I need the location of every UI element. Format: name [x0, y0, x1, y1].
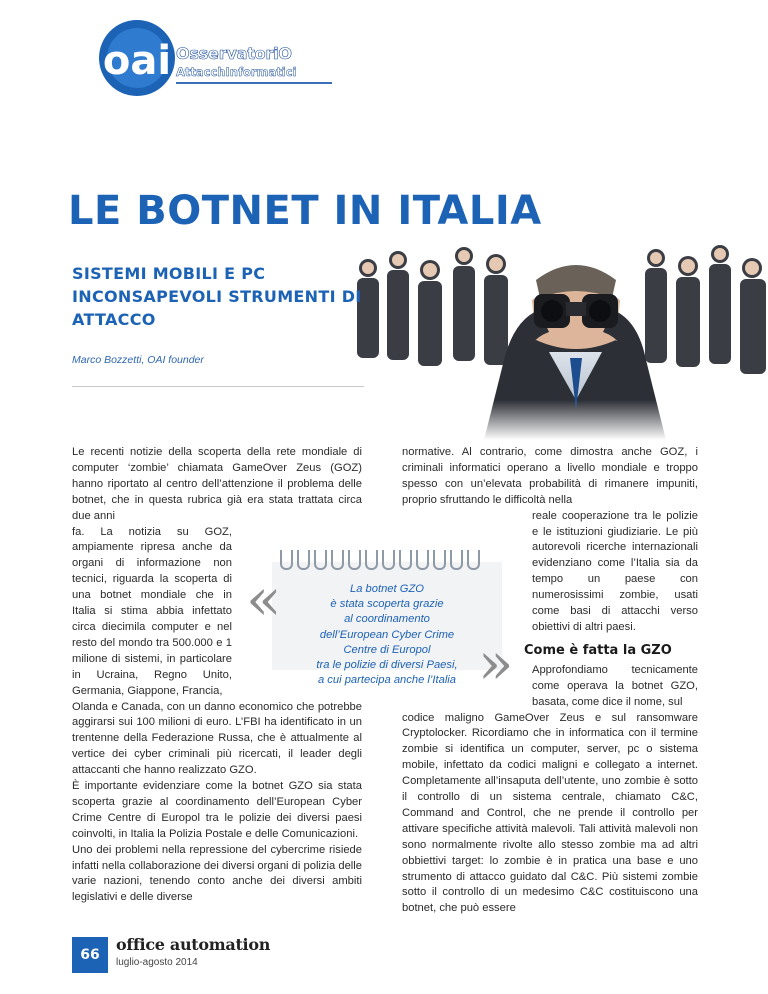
magazine-name: office automation [116, 935, 271, 954]
pull-quote-line: dell’European Cyber Crime [319, 628, 455, 641]
notepad-rings [280, 550, 480, 572]
section-heading: Come è fatta la GZO [524, 642, 672, 658]
paragraph: reale cooperazione tra le polizie e le istituzioni giudiziarie. Le più autorevoli ricerche internazionali evidenziano come l’Italia sia da tempo un paese con numerosissimi zombie, usati come basi di attacchi verso obiettivi di altri paesi. [532, 509, 698, 633]
author-byline: Marco Bozzetti, OAI founder [72, 354, 204, 366]
page-number: 66 [72, 937, 108, 973]
article-photo [354, 240, 768, 440]
issue-date: luglio-agosto 2014 [116, 957, 198, 968]
logo-subtitle: AttacchInformatici [176, 65, 297, 79]
pull-quote-line: al coordinamento [344, 613, 430, 626]
logo-underline [176, 82, 332, 84]
paragraph: Approfondiamo tecnicamente come operava la botnet GZO, basata, come dice il nome, sul [532, 663, 698, 708]
close-quote-icon: » [478, 629, 514, 697]
paragraph: Olanda e Canada, con un danno economico che potrebbe aggirarsi sui 100 milioni di euro. L’FBI ha identificato in un trentenne della Federazione Russa, che è attualmente al vertice dei cyber criminali più ricercati, il leader degli attaccanti che hanno realizzato GZO. [72, 700, 362, 777]
logo-name: OsservatoriO [176, 44, 292, 63]
article-title: LE BOTNET IN ITALIA [68, 188, 542, 234]
paragraph: normative. Al contrario, come dimostra anche GOZ, i criminali informatici operano a livello mondiale e troppo spesso con un’elevata probabilità di rimanere impuniti, proprio sfruttando le difficoltà nella [402, 446, 698, 506]
pull-quote-line: La botnet GZO [349, 583, 424, 595]
pull-quote-line: è stata scoperta grazie [330, 598, 444, 611]
logo-mark-text: oai [102, 38, 172, 84]
pull-quote-line: Centre di Europol [343, 643, 431, 656]
byline-divider [72, 386, 364, 387]
pull-quote [246, 550, 518, 697]
pull-quote-line: tra le polizie di diversi Paesi, [316, 659, 458, 672]
paragraph: Le recenti notizie della scoperta della rete mondiale di computer ‘zombie’ chiamata GameOver Zeus (GOZ) hanno riportato al centro dell’attenzione il problema delle botnet, che in questa rubrica già era stata trattata circa due anni [72, 446, 362, 522]
paragraph: Uno dei problemi nella repressione del cybercrime risiede infatti nella collaborazione dei diversi organi di polizia delle varie nazioni, tenendo conto anche dei diversi ambiti legislativi e delle diverse [72, 843, 362, 904]
publication-logo [96, 18, 336, 98]
paragraph: È importante evidenziare come la botnet GZO sia stata scoperta grazie al coordinamento dell’European Cyber Crime Centre di Europol tra le polizie dei diversi paesi coinvolti, in Italia la Polizia Postale e delle Comunicazioni. [72, 780, 362, 840]
oai-logo-mark [96, 18, 178, 98]
paragraph: fa. La notizia su GOZ, ampiamente ripresa anche da organi di informazione non tecnici, riguarda la scoperta di una botnet mondiale che in Italia si stima abbia infettato circa diecimila computer e nel resto del mondo tra 500.000 e 1 milione di sistemi, in particolare in Ucraina, Regno Unito, Germania, Giappone, Francia, [72, 525, 232, 697]
open-quote-icon: « [246, 565, 282, 633]
paragraph: codice maligno GameOver Zeus e sul ransomware Cryptolocker. Ricordiamo che in informatica con il termine zombie si identifica un computer, server, pc o sistema mobile, infettato da codici maligni e collegato a internet. Completamente all’insaputa dell’utente, uno zombie è sotto il controllo di un sistema centrale, chiamato C&C, Command and Control, che ne prende il controllo per attivare specifiche attività malevoli. Tali attività malevoli non sono normalmente rivolte allo stesso zombie ma ad altri obbiettivi target: lo zombie è in pratica una base e uno strumento di attacco guidato dal C&C. Più sistemi zombie sotto il controllo di un medesimo C&C costituiscono una botnet, che può essere [402, 711, 698, 915]
article-subtitle: SISTEMI MOBILI E PC INCONSAPEVOLI STRUMENTI DI ATTACCO [72, 264, 362, 329]
pull-quote-text [274, 582, 500, 688]
pull-quote-line: a cui partecipa anche l’Italia [317, 674, 457, 687]
